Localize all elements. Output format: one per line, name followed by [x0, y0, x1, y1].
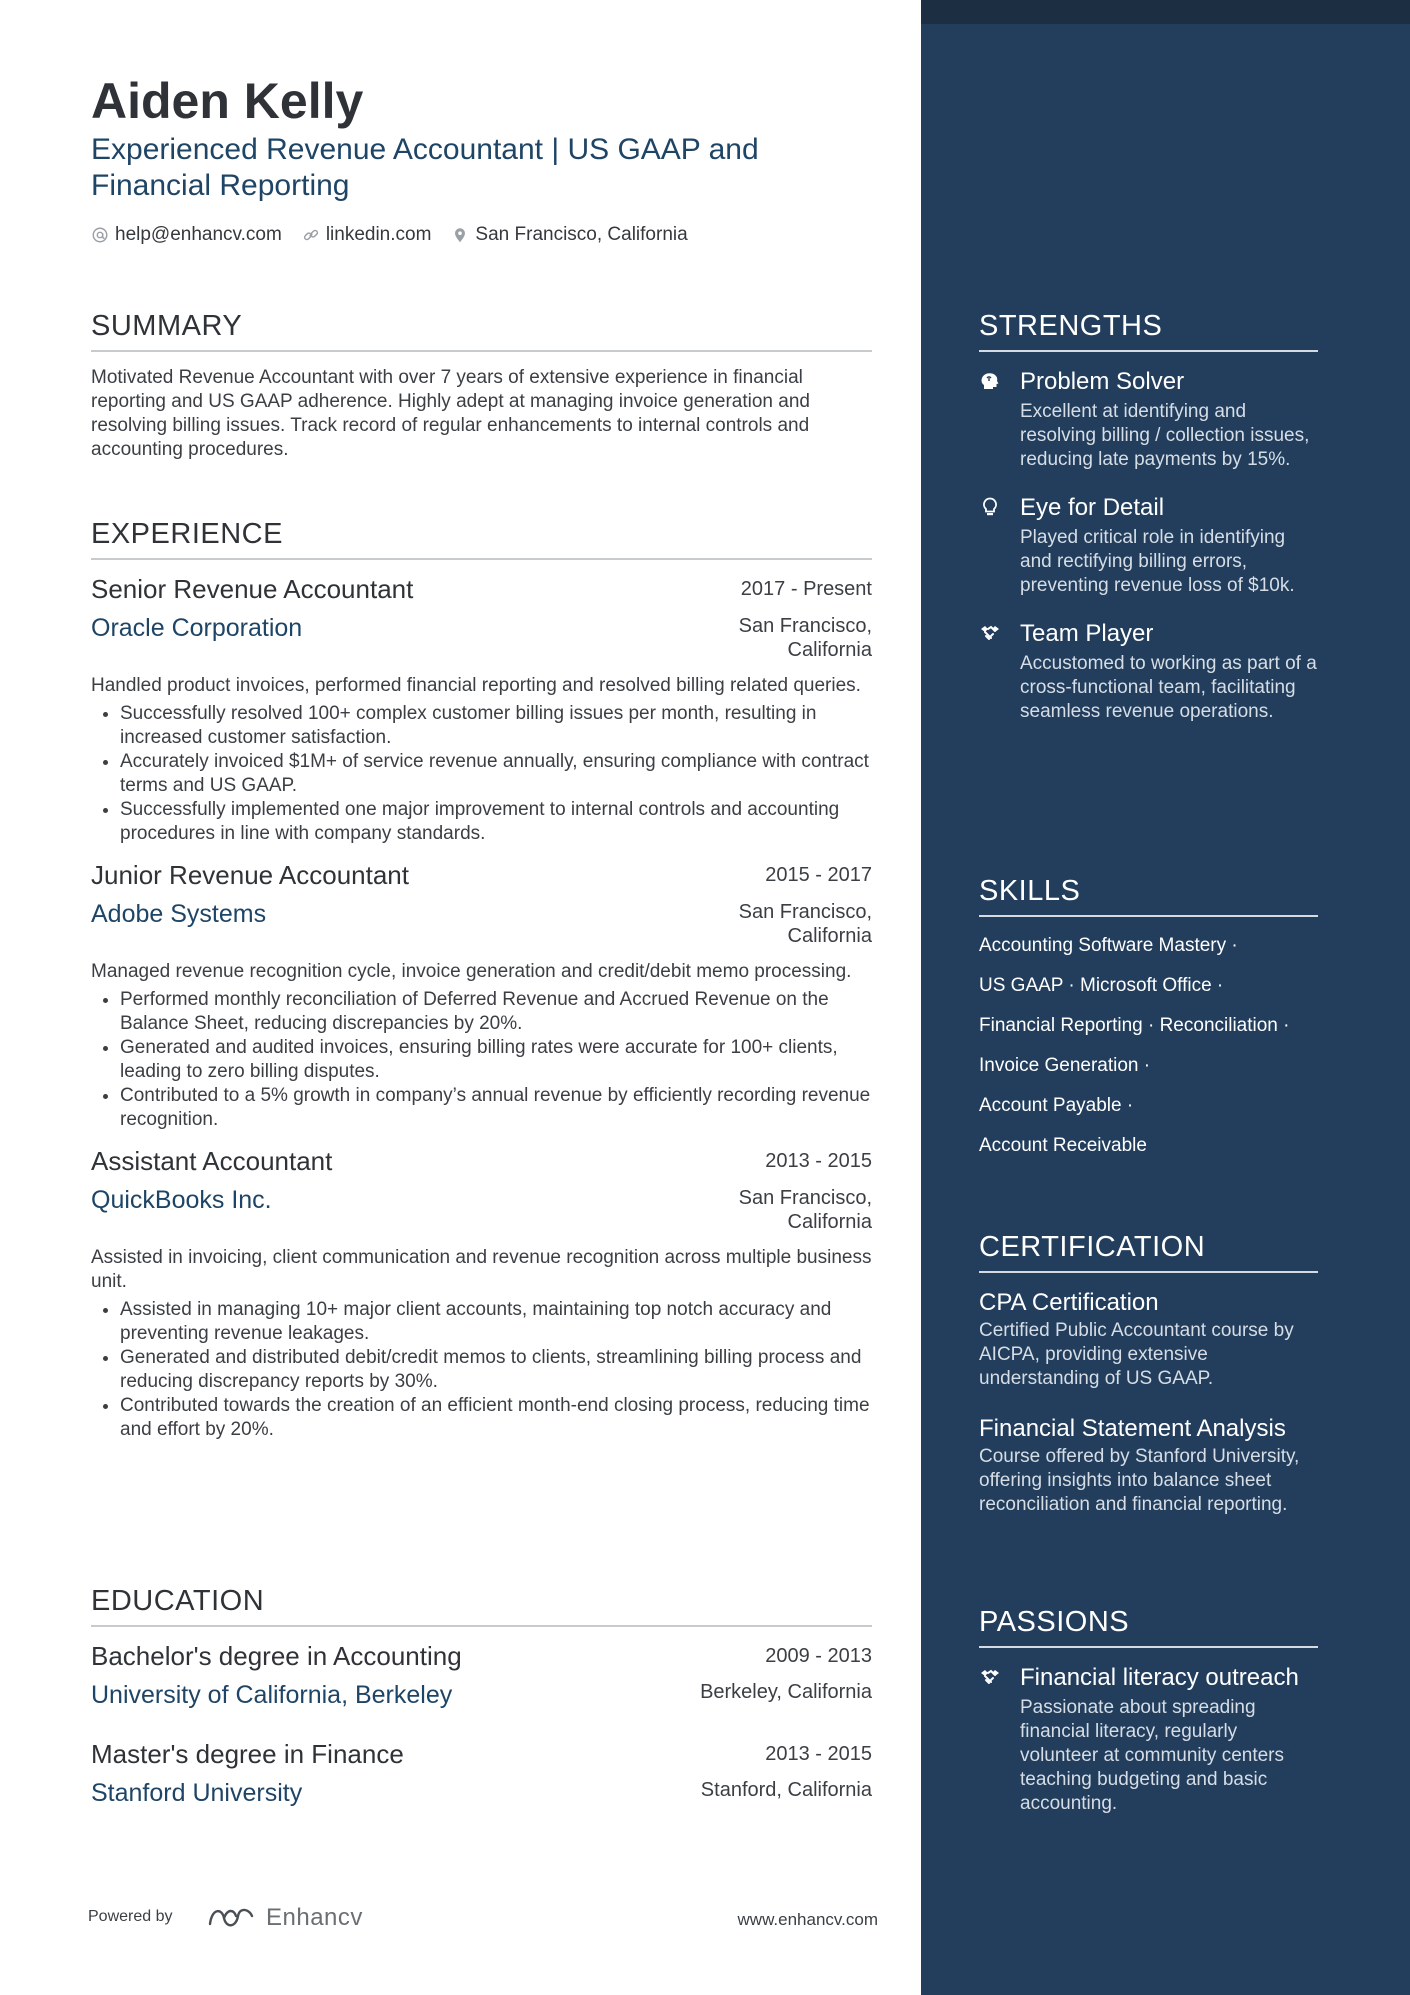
job-company: Oracle Corporation [91, 614, 303, 642]
candidate-name: Aiden Kelly [91, 73, 364, 129]
education-entry [91, 1641, 872, 1721]
skill-line: Financial Reporting · Reconciliation · [979, 1015, 1290, 1036]
enhancv-logo-icon[interactable] [206, 1902, 256, 1932]
certification-section [979, 1227, 1318, 1517]
passions-heading: PASSIONS [979, 1602, 1318, 1648]
education-school: University of California, Berkeley [91, 1681, 453, 1709]
job-dates: 2017 - Present [740, 578, 872, 600]
strength-title: Eye for Detail [1020, 494, 1165, 521]
skill-line: Account Receivable [979, 1135, 1147, 1156]
summary-text: Motivated Revenue Accountant with over 7 years of extensive experience in financial reporting and US GAAP adherence. Highly adept at managing invoice generation and resolving billing issues. Track record of regular enhancements to internal controls and accounting procedures. [91, 367, 810, 460]
website-link[interactable]: www.enhancv.com [737, 1910, 878, 1929]
education-section [91, 1581, 872, 1819]
contact-bar [91, 224, 708, 246]
job-bullets [91, 702, 872, 846]
link-icon [302, 226, 320, 244]
job-bullet: • Successfully resolved 100+ complex customer billing issues per month, resulting in increased customer satisfaction. [120, 702, 872, 750]
job-location: San Francisco, California [738, 901, 872, 947]
job-bullet: • Successfully implemented one major improvement to internal controls and accounting procedures in line with company standards. [120, 798, 872, 846]
contact-location [451, 224, 687, 246]
contact-linkedin-text: linkedin.com [325, 224, 432, 245]
job-entry [91, 860, 872, 1132]
strength-description: Accustomed to working as part of a cross-functional team, facilitating seamless revenue operations. [1020, 653, 1317, 722]
strengths-section [979, 306, 1318, 724]
job-company: QuickBooks Inc. [91, 1186, 272, 1214]
certification-description: Course offered by Stanford University, offering insights into balance sheet reconciliation and financial reporting. [979, 1446, 1300, 1515]
passion-description: Passionate about spreading financial literacy, regularly volunteer at community centers teaching budgeting and basic accounting. [1020, 1697, 1285, 1814]
job-title: Assistant Accountant [91, 1146, 333, 1176]
footer [88, 1900, 878, 1936]
job-title: Junior Revenue Accountant [91, 860, 409, 890]
certification-item [979, 1413, 1318, 1517]
job-entry [91, 574, 872, 846]
passion-title: Financial literacy outreach [1020, 1664, 1299, 1691]
certification-description: Certified Public Accountant course by AICPA, providing extensive understanding of US GAAP. [979, 1320, 1294, 1389]
skill-line: US GAAP · Microsoft Office · [979, 975, 1224, 996]
lightbulb-icon [979, 496, 1001, 518]
education-entry [91, 1739, 872, 1819]
job-bullets [91, 988, 872, 1132]
job-bullets [91, 1298, 872, 1442]
certification-title: CPA Certification [979, 1289, 1159, 1316]
job-location: San Francisco, California [738, 1187, 872, 1233]
strength-title: Team Player [1020, 620, 1154, 647]
brand-name[interactable]: Enhancv [266, 1904, 363, 1931]
contact-email-text: help@enhancv.com [115, 224, 282, 245]
skills-section [979, 871, 1318, 1171]
strength-description: Played critical role in identifying and rectifying billing errors, preventing revenue loss of $10k. [1020, 527, 1295, 596]
job-bullet: • Assisted in managing 10+ major client accounts, maintaining top notch accuracy and preventing revenue leakages. [120, 1298, 872, 1346]
job-entry [91, 1146, 872, 1442]
location-pin-icon [451, 226, 469, 244]
education-location: Berkeley, California [700, 1681, 872, 1703]
job-title: Senior Revenue Accountant [91, 574, 414, 604]
handshake-icon [979, 1666, 1001, 1688]
job-location: San Francisco, California [738, 615, 872, 661]
certification-title: Financial Statement Analysis [979, 1415, 1286, 1442]
strengths-heading: STRENGTHS [979, 306, 1318, 352]
sidebar-top-bar [921, 0, 1410, 24]
strength-item [979, 366, 1318, 472]
candidate-title: Experienced Revenue Accountant | US GAAP and Financial Reporting [91, 133, 759, 202]
at-icon [91, 226, 109, 244]
experience-section [91, 514, 872, 1442]
contact-email[interactable] [91, 224, 282, 246]
passions-section [979, 1602, 1318, 1816]
skill-line: Accounting Software Mastery · [979, 935, 1238, 956]
education-dates: 2013 - 2015 [765, 1743, 872, 1765]
contact-linkedin[interactable] [302, 224, 432, 246]
experience-heading: EXPERIENCE [91, 514, 872, 560]
job-description: Managed revenue recognition cycle, invoice generation and credit/debit memo processing. [91, 961, 852, 982]
job-description: Handled product invoices, performed financial reporting and resolved billing related queries. [91, 675, 861, 696]
summary-heading: SUMMARY [91, 306, 872, 352]
handshake-icon [979, 622, 1001, 644]
certification-item [979, 1287, 1318, 1391]
job-bullet: • Generated and audited invoices, ensuring billing rates were accurate for 100+ clients, leading to zero billing disputes. [120, 1036, 872, 1084]
contact-location-text: San Francisco, California [475, 224, 688, 245]
job-description: Assisted in invoicing, client communication and revenue recognition across multiple business unit. [91, 1247, 872, 1292]
job-dates: 2013 - 2015 [765, 1150, 872, 1172]
education-dates: 2009 - 2013 [765, 1645, 872, 1667]
skill-line: Invoice Generation · [979, 1055, 1151, 1076]
skills-list [979, 931, 1318, 1171]
certification-heading: CERTIFICATION [979, 1227, 1318, 1273]
strength-title: Problem Solver [1020, 368, 1185, 395]
job-bullet: • Performed monthly reconciliation of Deferred Revenue and Accrued Revenue on the Balance Sheet, reducing discrepancies by 20%. [120, 988, 872, 1036]
job-bullet: • Contributed to a 5% growth in company’s annual revenue by efficiently recording revenue recognition. [120, 1084, 872, 1132]
education-heading: EDUCATION [91, 1581, 872, 1627]
education-location: Stanford, California [700, 1779, 872, 1801]
passion-item [979, 1662, 1318, 1816]
strength-description: Excellent at identifying and resolving billing / collection issues, reducing late payments by 15%. [1020, 401, 1310, 470]
job-bullet: • Generated and distributed debit/credit memos to clients, streamlining billing process and reducing discrepancy reports by 30%. [120, 1346, 872, 1394]
job-bullet: • Contributed towards the creation of an efficient month-end closing process, reducing time and effort by 20%. [120, 1394, 872, 1442]
education-degree: Bachelor's degree in Accounting [91, 1641, 462, 1671]
brain-icon [979, 370, 1001, 392]
powered-by-label: Powered by [88, 1908, 173, 1925]
strength-item [979, 492, 1318, 598]
job-bullet: • Accurately invoiced $1M+ of service revenue annually, ensuring compliance with contract terms and US GAAP. [120, 750, 872, 798]
summary-section [91, 306, 872, 462]
job-company: Adobe Systems [91, 900, 267, 928]
education-degree: Master's degree in Finance [91, 1739, 404, 1769]
education-school: Stanford University [91, 1779, 303, 1807]
skills-heading: SKILLS [979, 871, 1318, 917]
job-dates: 2015 - 2017 [765, 864, 872, 886]
skill-line: Account Payable · [979, 1095, 1134, 1116]
strength-item [979, 618, 1318, 724]
